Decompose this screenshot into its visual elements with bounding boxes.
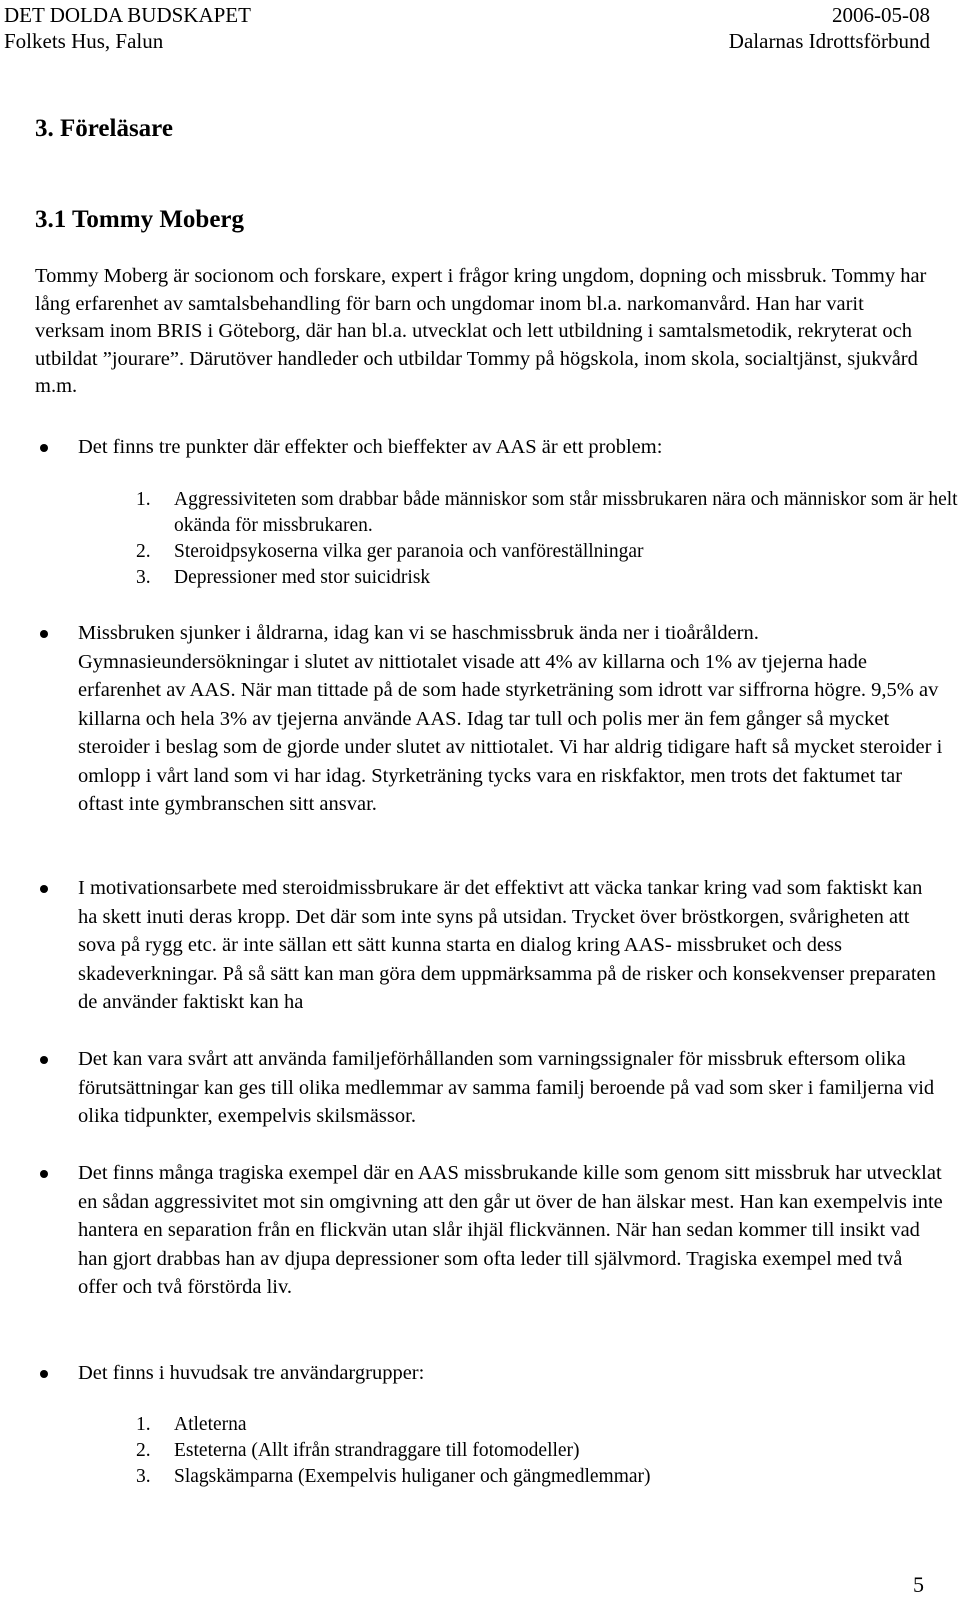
intro-paragraph: Tommy Moberg är socionom och forskare, expert i frågor kring ungdom, dopning och missbruk. Tommy har lång erfarenhet av samtalsbehandling för barn och ungdomar inom bl.a. narkomanvård. Han har varit verksam inom BRIS i Göteborg, där han bl.a. utvecklat och lett utbildning i samtalsmetodik, rekryterat och utbildat ”jourare”. Därutöver handleder och utbildar Tommy på högskola, inom skola, socialtjänst, sjukvård m.m. — [35, 265, 927, 397]
list-item-number: 3. — [136, 1466, 151, 1487]
list-item-number: 2. — [136, 1440, 151, 1461]
page-number: 5 — [913, 1572, 924, 1597]
list-item — [0, 565, 960, 591]
bullet-icon — [40, 1170, 48, 1178]
list-item-text: Aggressiviteten som drabbar både människor som står missbrukaren nära och människor som är helt okända för missbrukaren. — [174, 489, 958, 536]
list-item-text: Depressioner med stor suicidrisk — [174, 567, 431, 588]
subsection-heading: 3.1 Tommy Moberg — [35, 206, 245, 233]
section-heading: 3. Föreläsare — [35, 115, 173, 142]
bullet-text: Det kan vara svårt att använda familjeförhållanden som varningssignaler för missbruk eftersom olika förutsättningar kan ges till olika medlemmar av samma familj beroende på vad som sker i familjerna vid olika tidpunkter, exempelvis skilsmässor. — [78, 1048, 935, 1127]
header-venue: Folkets Hus, Falun — [4, 29, 164, 53]
list-item-text: Steroidpsykoserna vilka ger paranoia och vanföreställningar — [174, 541, 644, 562]
list-item-text: Esteterna (Allt ifrån strandraggare till fotomodeller) — [174, 1440, 580, 1461]
list-item — [0, 487, 960, 539]
list-item-number: 1. — [136, 489, 151, 510]
header-title: DET DOLDA BUDSKAPET — [4, 3, 251, 27]
list-item-text: Slagskämparna (Exempelvis huliganer och gängmedlemmar) — [174, 1466, 651, 1487]
list-item — [0, 539, 960, 565]
bullet-text: Det finns tre punkter där effekter och bieffekter av AAS är ett problem: — [78, 436, 663, 458]
list-item-text: Atleterna — [174, 1414, 247, 1435]
user-group-list — [0, 1412, 960, 1490]
header-date: 2006-05-08 — [832, 3, 930, 27]
bullet-icon — [40, 444, 48, 452]
page-header-row-1 — [0, 2, 960, 28]
header-organizer: Dalarnas Idrottsförbund — [728, 29, 930, 53]
list-item-number: 2. — [136, 541, 151, 562]
bullet-icon — [40, 1056, 48, 1064]
bullet-icon — [40, 885, 48, 893]
bullet-icon — [40, 1370, 48, 1378]
list-item — [0, 1412, 960, 1438]
bullet-text: Missbruken sjunker i åldrarna, idag kan vi se haschmissbruk ända ner i tioåråldern. Gymnasieundersökningar i slutet av nittiotalet visade att 4% av killarna och 1% av tjejerna hade erfarenhet av AAS. När man tittade på de som hade styrketräning som idrott var siffrorna högre. 9,5% av killarna och hela 3% av tjejerna använde AAS. Idag tar tull och polis mer än fem gånger så mycket steroider i beslag som de gjorde under slutet av nittiotalet. Vi har aldrig tidigare haft så mycket steroider i omlopp i vårt land som vi har idag. Styrketräning tycks vara en riskfaktor, men trots det faktumet tar oftast inte gymbranschen sitt ansvar. — [78, 622, 943, 815]
bullet-text: I motivationsarbete med steroidmissbrukare är det effektivt att väcka tankar kring vad som faktiskt kan ha skett inuti deras kropp. Det där som inte syns på utsidan. Trycket över bröstkorgen, svårigheten att sova på rygg etc. är inte sällan ett sätt kunna starta en dialog kring AAS- missbruket och dess skadeverkningar. På så sätt kan man göra dem uppmärksamma på de risker och konsekvenser preparaten de använder faktiskt kan ha — [78, 877, 936, 1013]
problem-list — [0, 487, 960, 591]
list-item-number: 1. — [136, 1414, 151, 1435]
bullet-text: Det finns många tragiska exempel där en AAS missbrukande kille som genom sitt missbruk har utvecklat en sådan aggressivitet mot sin omgivning att den går ut över de han älskar mest. Han kan exempelvis inte hantera en separation från en flickvän utan slår ihjäl flickvännen. När han sedan kommer till insikt vad han gjort drabbas han av djupa depressioner som ofta leder till självmord. Tragiska exempel med två offer och två förstörda liv. — [78, 1162, 943, 1298]
list-item — [0, 1438, 960, 1464]
list-item-number: 3. — [136, 567, 151, 588]
bullet-text: Det finns i huvudsak tre användargrupper: — [78, 1362, 425, 1384]
list-item — [0, 1464, 960, 1490]
page-header-row-2 — [0, 28, 960, 54]
bullet-icon — [40, 630, 48, 638]
